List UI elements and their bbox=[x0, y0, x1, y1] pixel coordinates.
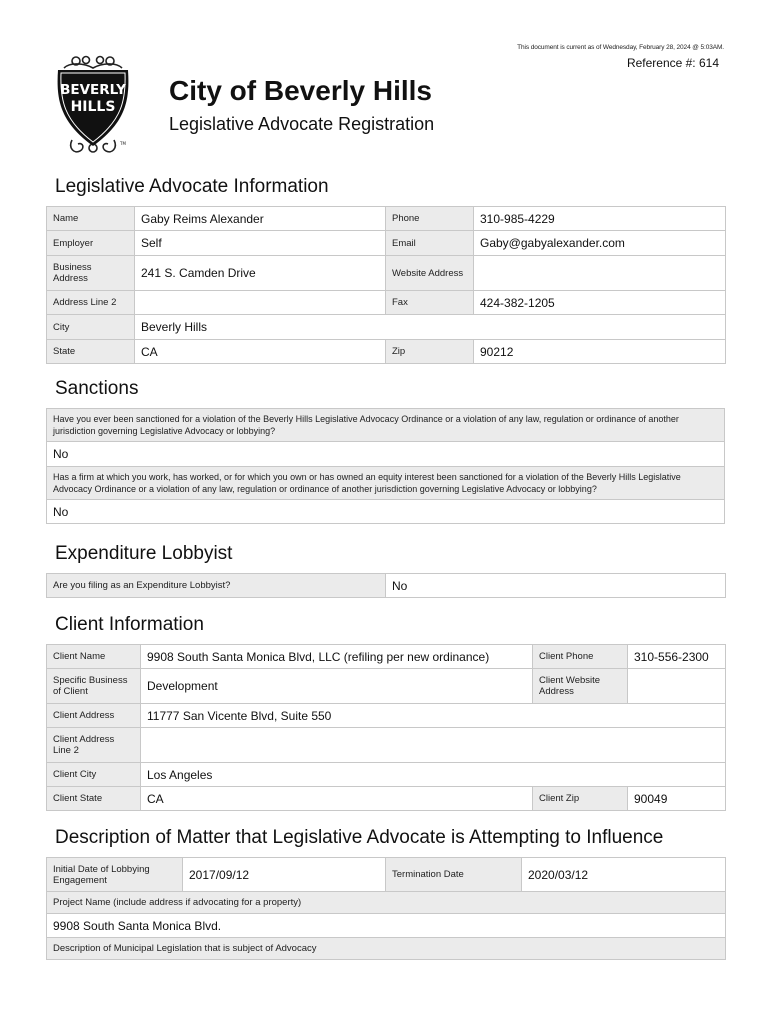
client-address-2-label: Client Address Line 2 bbox=[47, 728, 141, 763]
name-label: Name bbox=[47, 207, 135, 231]
advocate-section bbox=[46, 176, 726, 364]
legislation-label: Description of Municipal Legislation that is subject of Advocacy bbox=[47, 938, 726, 960]
client-address-label: Client Address bbox=[47, 704, 141, 728]
sanctions-table bbox=[46, 408, 725, 524]
sanctions-section bbox=[46, 378, 726, 524]
client-business-value: Development bbox=[141, 669, 533, 704]
sanctions-heading: Sanctions bbox=[55, 378, 139, 399]
sanctions-question-2: Has a firm at which you work, has worked, or for which you own or has owned an equity interest been sanctioned for a violation of the Beverly Hills Legislative Advocacy Ordinance or a violation of any law, regulation or ordinance of another jurisdiction governing Legislative Advocacy or lobbying? bbox=[47, 467, 725, 500]
client-website-label: Client Website Address bbox=[533, 669, 628, 704]
employer-value: Self bbox=[135, 231, 386, 256]
website-value bbox=[474, 256, 726, 291]
advocate-table bbox=[46, 206, 726, 364]
city-value: Beverly Hills bbox=[135, 315, 726, 340]
client-address-2-value bbox=[141, 728, 726, 763]
termination-date-value: 2020/03/12 bbox=[522, 858, 726, 892]
matter-heading: Description of Matter that Legislative Advocate is Attempting to Influence bbox=[55, 827, 664, 848]
employer-label: Employer bbox=[47, 231, 135, 256]
phone-label: Phone bbox=[386, 207, 474, 231]
city-label: City bbox=[47, 315, 135, 340]
client-table bbox=[46, 644, 726, 811]
advocate-heading: Legislative Advocate Information bbox=[55, 176, 329, 197]
fax-value: 424-382-1205 bbox=[474, 291, 726, 315]
matter-section bbox=[46, 827, 726, 960]
page-title: City of Beverly Hills bbox=[169, 75, 432, 106]
name-value: Gaby Reims Alexander bbox=[135, 207, 386, 231]
sanctions-answer-1: No bbox=[47, 442, 725, 467]
expenditure-table bbox=[46, 573, 726, 598]
svg-text:TM: TM bbox=[120, 141, 126, 146]
email-label: Email bbox=[386, 231, 474, 256]
client-city-label: Client City bbox=[47, 763, 141, 787]
website-label: Website Address bbox=[386, 256, 474, 291]
phone-value: 310-985-4229 bbox=[474, 207, 726, 231]
business-address-label: Business Address bbox=[47, 256, 135, 291]
expenditure-heading: Expenditure Lobbyist bbox=[55, 543, 233, 564]
project-name-label: Project Name (include address if advocating for a property) bbox=[47, 892, 726, 914]
reference-number: Reference #: 614 bbox=[626, 56, 719, 70]
zip-value: 90212 bbox=[474, 340, 726, 364]
fax-label: Fax bbox=[386, 291, 474, 315]
document-timestamp: This document is current as of Wednesday, February 28, 2024 @ 5:03AM. bbox=[517, 44, 724, 51]
client-name-label: Client Name bbox=[47, 645, 141, 669]
beverly-hills-shield-logo bbox=[50, 54, 136, 158]
expenditure-answer: No bbox=[386, 574, 726, 598]
project-name-value: 9908 South Santa Monica Blvd. bbox=[47, 914, 726, 938]
sanctions-question-1: Have you ever been sanctioned for a violation of the Beverly Hills Legislative Advocacy Ordinance or a violation of any law, regulation or ordinance of another jurisdiction governing Legislative Advocacy or lobbying? bbox=[47, 409, 725, 442]
client-state-label: Client State bbox=[47, 787, 141, 811]
state-label: State bbox=[47, 340, 135, 364]
client-business-label: Specific Business of Client bbox=[47, 669, 141, 704]
svg-text:BEVERLY: BEVERLY bbox=[60, 82, 126, 98]
matter-table bbox=[46, 857, 726, 960]
termination-date-label: Termination Date bbox=[386, 858, 522, 892]
business-address-value: 241 S. Camden Drive bbox=[135, 256, 386, 291]
client-zip-value: 90049 bbox=[628, 787, 726, 811]
client-address-value: 11777 San Vicente Blvd, Suite 550 bbox=[141, 704, 726, 728]
client-city-value: Los Angeles bbox=[141, 763, 726, 787]
zip-label: Zip bbox=[386, 340, 474, 364]
client-section bbox=[46, 614, 726, 811]
expenditure-question: Are you filing as an Expenditure Lobbyist? bbox=[47, 574, 386, 598]
client-phone-label: Client Phone bbox=[533, 645, 628, 669]
client-phone-value: 310-556-2300 bbox=[628, 645, 726, 669]
state-value: CA bbox=[135, 340, 386, 364]
client-name-value: 9908 South Santa Monica Blvd, LLC (refiling per new ordinance) bbox=[141, 645, 533, 669]
client-website-value bbox=[628, 669, 726, 704]
email-value: Gaby@gabyalexander.com bbox=[474, 231, 726, 256]
expenditure-section bbox=[46, 543, 726, 598]
page-subtitle: Legislative Advocate Registration bbox=[169, 114, 435, 134]
address-line-2-label: Address Line 2 bbox=[47, 291, 135, 315]
address-line-2-value bbox=[135, 291, 386, 315]
client-state-value: CA bbox=[141, 787, 533, 811]
svg-text:HILLS: HILLS bbox=[70, 99, 116, 115]
client-zip-label: Client Zip bbox=[533, 787, 628, 811]
client-heading: Client Information bbox=[55, 614, 204, 635]
initial-date-label: Initial Date of Lobbying Engagement bbox=[47, 858, 183, 892]
sanctions-answer-2: No bbox=[47, 500, 725, 524]
initial-date-value: 2017/09/12 bbox=[183, 858, 386, 892]
